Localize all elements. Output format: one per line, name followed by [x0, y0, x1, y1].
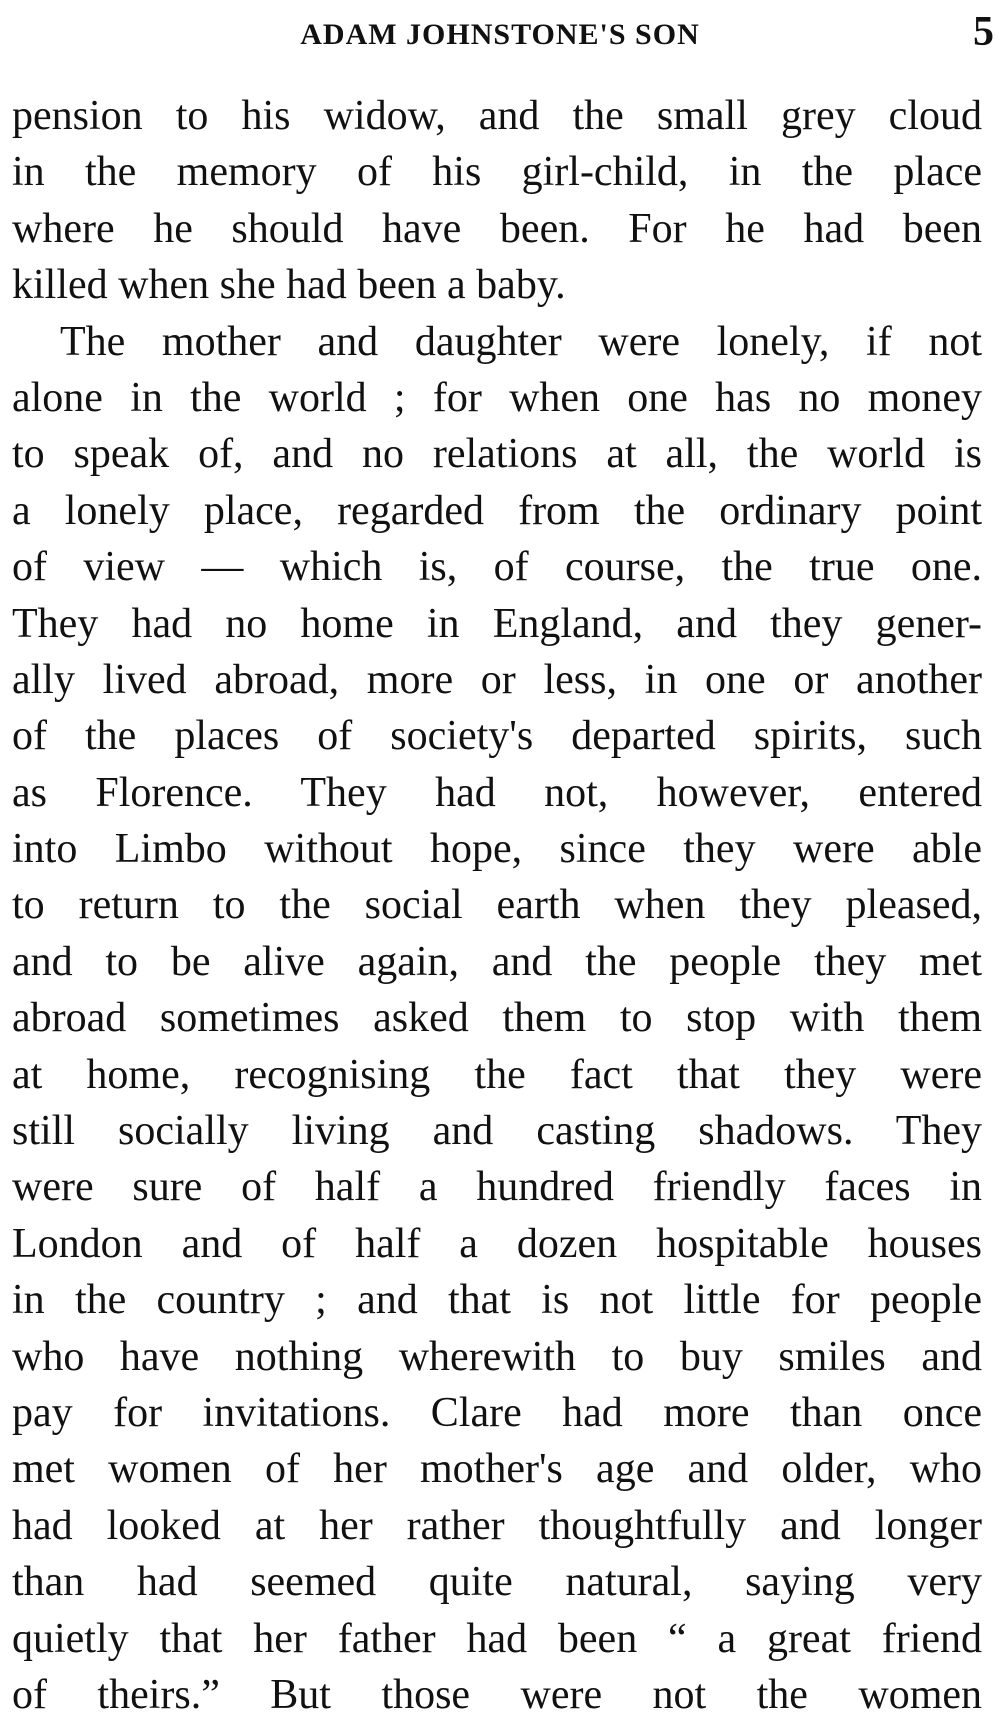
running-head	[0, 8, 1000, 68]
text-line: of theirs.” But those were not the women	[12, 1671, 982, 1718]
text-line: met women of her mother's age and older, who	[12, 1446, 982, 1493]
text-line: as Florence. They had not, however, entered	[12, 769, 982, 816]
text-line: pay for invitations. Clare had more than once	[12, 1389, 982, 1436]
text-line: who have nothing wherewith to buy smiles and	[12, 1333, 982, 1380]
text-line: alone in the world ; for when one has no money	[12, 374, 982, 421]
text-line: pension to his widow, and the small grey cloud	[12, 93, 982, 139]
text-line: killed when she had been a baby.	[12, 262, 566, 309]
text-line: were sure of half a hundred friendly faces in	[12, 1164, 982, 1211]
text-line: quietly that her father had been “ a great friend	[12, 1615, 982, 1662]
text-line: in the memory of his girl-child, in the place	[12, 149, 982, 196]
text-line: than had seemed quite natural, saying very	[12, 1559, 982, 1606]
text-line: The mother and daughter were lonely, if not	[60, 318, 982, 365]
text-line: London and of half a dozen hospitable houses	[12, 1220, 982, 1267]
text-line: abroad sometimes asked them to stop with them	[12, 995, 982, 1042]
paragraph	[12, 314, 982, 1723]
text-line: ally lived abroad, more or less, in one or another	[12, 656, 982, 703]
text-line: had looked at her rather thoughtfully and longer	[12, 1502, 982, 1549]
text-line: and to be alive again, and the people they met	[12, 938, 982, 985]
text-line: of the places of society's departed spirits, such	[12, 713, 982, 760]
page-number: 5	[973, 9, 994, 55]
text-line: to speak of, and no relations at all, the world is	[12, 431, 982, 478]
text-line: still socially living and casting shadows. They	[12, 1108, 982, 1155]
text-line: They had no home in England, and they gener-	[12, 600, 982, 647]
text-line: of view — which is, of course, the true one.	[12, 544, 982, 591]
text-line: a lonely place, regarded from the ordinary point	[12, 487, 982, 534]
text-line: where he should have been. For he had been	[12, 205, 982, 252]
text-line: in the country ; and that is not little for people	[12, 1277, 982, 1324]
text-line: into Limbo without hope, since they were able	[12, 826, 982, 873]
body-text	[12, 88, 982, 1723]
paragraph	[12, 88, 982, 314]
running-title: ADAM JOHNSTONE'S SON	[300, 18, 700, 51]
text-line: to return to the social earth when they pleased,	[12, 882, 982, 929]
text-line: at home, recognising the fact that they were	[12, 1051, 982, 1098]
